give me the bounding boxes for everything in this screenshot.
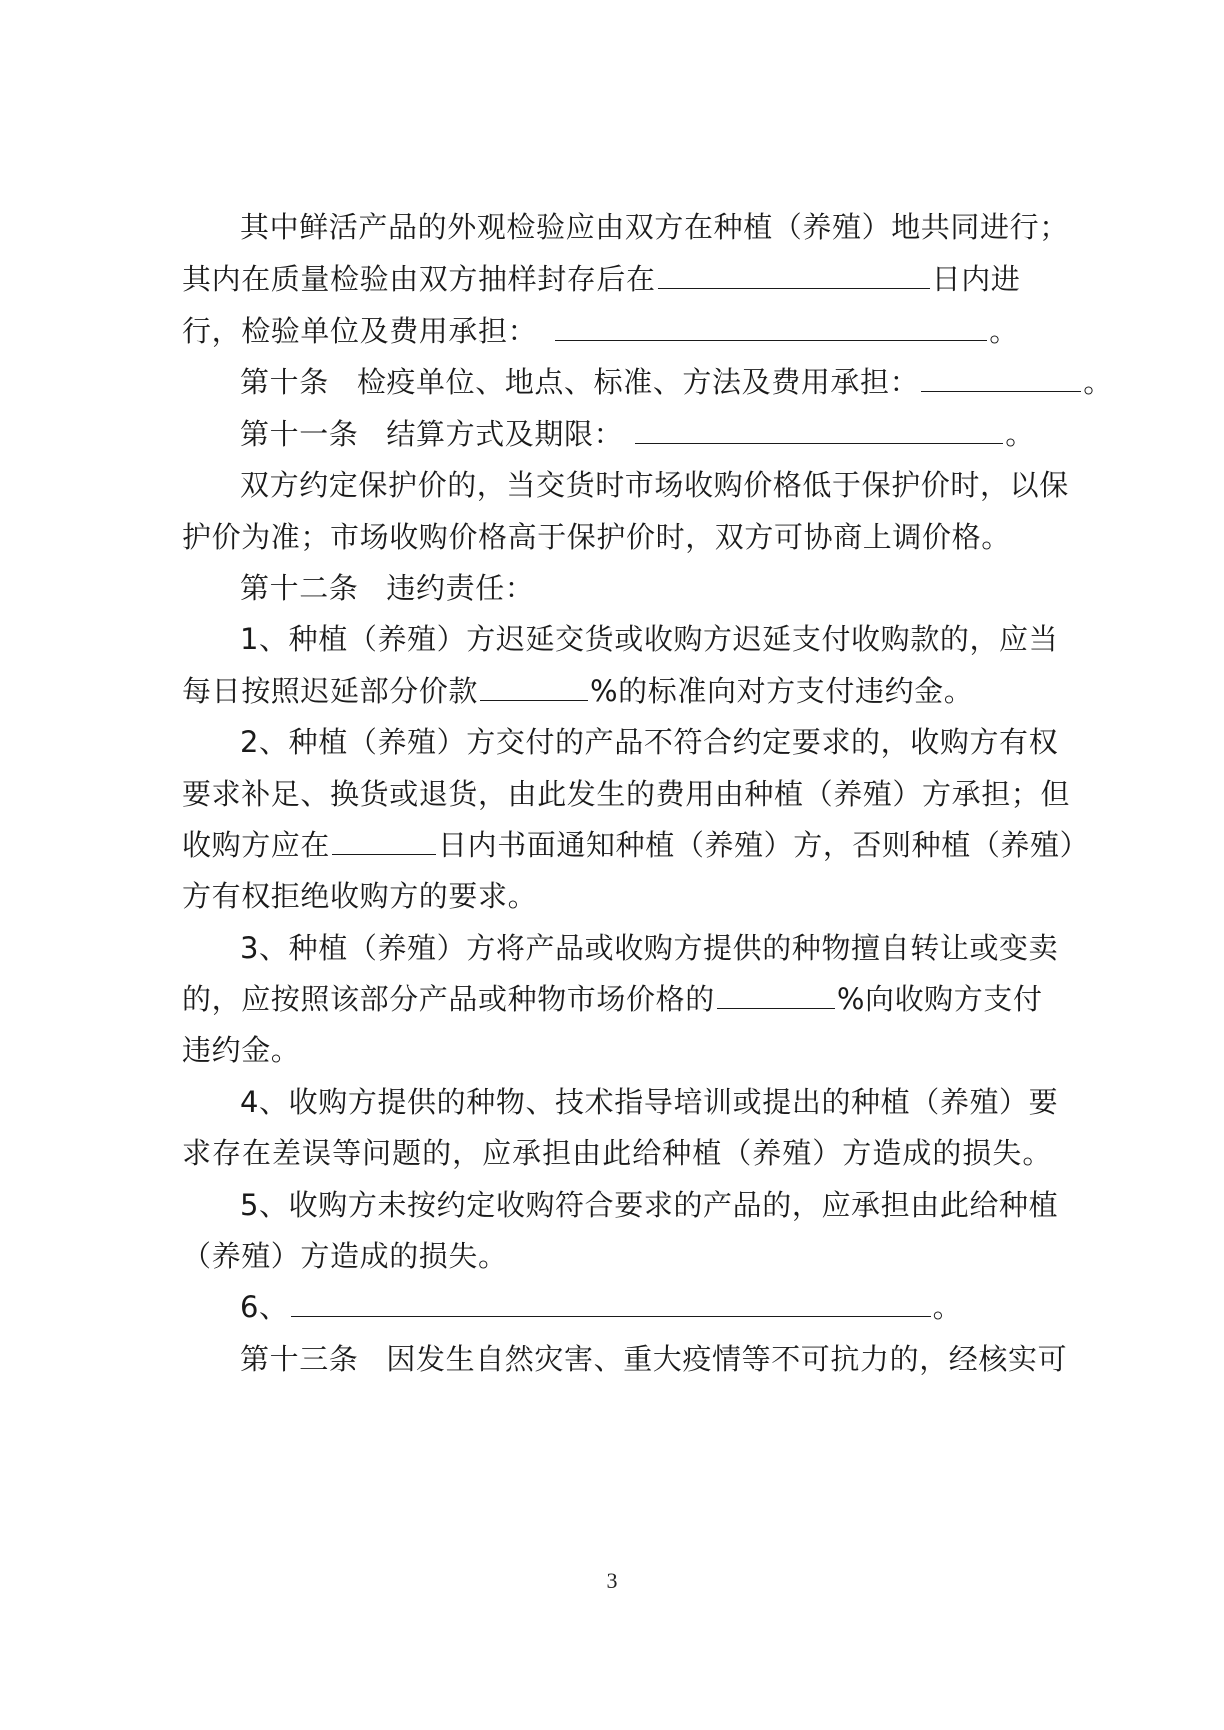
line-text: 收购方应在 <box>182 828 331 862</box>
fill-blank <box>717 978 835 1009</box>
paragraph-line: 求存在差误等问题的，应承担由此给种植（养殖）方造成的损失。 <box>182 1136 1052 1170</box>
line-text: 。 <box>1083 365 1113 399</box>
paragraph-line: 其中鲜活产品的外观检验应由双方在种植（养殖）地共同进行； <box>240 210 1069 244</box>
article-heading-line <box>240 412 1052 456</box>
fill-blank <box>635 413 1003 444</box>
paragraph-line: （养殖）方造成的损失。 <box>182 1239 508 1273</box>
line-text: %向收购方支付 <box>836 982 1043 1016</box>
paragraph-line: 护价为准；市场收购价格高于保护价时，双方可协商上调价格。 <box>182 520 1011 554</box>
article-number: 第十条 <box>240 365 329 399</box>
paragraph-line <box>182 257 1052 301</box>
article-number: 第十二条 <box>240 571 359 605</box>
line-text: 因发生自然灾害、重大疫情等不可抗力的，经核实可 <box>386 1342 1068 1376</box>
fill-blank <box>291 1286 931 1317</box>
line-text: 的，应按照该部分产品或种物市场价格的 <box>182 982 715 1016</box>
article-heading-line <box>240 360 1113 404</box>
paragraph-line: 2、种植（养殖）方交付的产品不符合约定要求的，收购方有权 <box>240 725 1059 759</box>
paragraph-line: 要求补足、换货或退货，由此发生的费用由种植（养殖）方承担；但 <box>182 777 1071 811</box>
line-text: 。 <box>989 314 1019 348</box>
fill-blank <box>921 361 1081 392</box>
paragraph-line: 双方约定保护价的，当交货时市场收购价格低于保护价时，以保 <box>240 468 1069 502</box>
article-heading-line <box>240 566 1052 610</box>
paragraph-line: 3、种植（养殖）方将产品或收购方提供的种物擅自转让或变卖 <box>240 931 1059 965</box>
line-text: 其内在质量检验由双方抽样封存后在 <box>182 262 656 296</box>
fill-blank <box>332 824 436 855</box>
line-text: 。 <box>1005 417 1035 451</box>
line-text: 日内进 <box>931 262 1021 296</box>
article-number: 第十一条 <box>240 417 359 451</box>
line-text: 检疫单位、地点、标准、方法及费用承担： <box>356 365 920 399</box>
line-text: 违约责任： <box>386 571 535 605</box>
paragraph-line: 4、收购方提供的种物、技术指导培训或提出的种植（养殖）要 <box>240 1085 1059 1119</box>
paragraph-line <box>182 823 1090 867</box>
line-text: 结算方式及期限： <box>386 417 624 451</box>
line-text: 行，检验单位及费用承担： <box>182 314 538 348</box>
page-number: 3 <box>606 1568 618 1593</box>
fill-blank <box>658 258 930 289</box>
paragraph-line: 方有权拒绝收购方的要求。 <box>182 879 538 913</box>
fill-blank <box>555 310 987 341</box>
line-text: 日内书面通知种植（养殖）方，否则种植（养殖） <box>438 828 1090 862</box>
paragraph-line <box>240 1285 1052 1329</box>
fill-blank <box>480 670 588 701</box>
line-text: %的标准向对方支付违约金。 <box>590 674 974 708</box>
paragraph-line: 违约金。 <box>182 1033 301 1067</box>
line-text: 每日按照迟延部分价款 <box>182 674 479 708</box>
paragraph-line <box>182 669 1052 713</box>
article-heading-line <box>240 1337 1068 1381</box>
line-text: 。 <box>932 1290 963 1324</box>
item-number: 6、 <box>240 1290 289 1324</box>
paragraph-line: 5、收购方未按约定收购符合要求的产品的，应承担由此给种植 <box>240 1188 1059 1222</box>
paragraph-line <box>182 309 1052 353</box>
paragraph-line: 1、种植（养殖）方迟延交货或收购方迟延支付收购款的，应当 <box>240 622 1059 656</box>
paragraph-line <box>182 977 1052 1021</box>
article-number: 第十三条 <box>240 1342 359 1376</box>
